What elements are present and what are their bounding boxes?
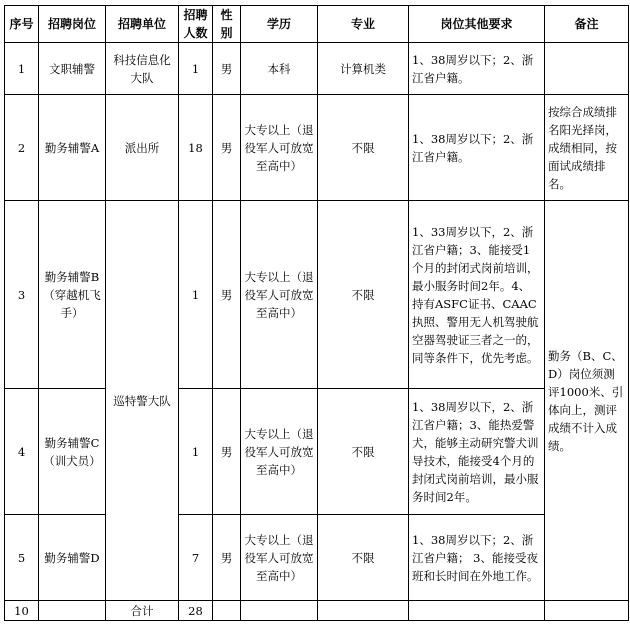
cell-gender: 男 xyxy=(213,95,241,201)
table-row xyxy=(5,389,629,515)
cell-gender: 男 xyxy=(213,201,241,389)
cell-unit: 科技信息化大队 xyxy=(106,43,179,95)
cell-major: 不限 xyxy=(318,515,409,601)
cell-count: 7 xyxy=(179,515,213,601)
cell-no: 2 xyxy=(5,95,39,201)
header-education: 学历 xyxy=(241,6,318,43)
cell-remark-ranking: 按综合成绩排名阳光择岗，成绩相同，按面试成绩排名。 xyxy=(545,95,629,201)
cell-count: 1 xyxy=(179,201,213,389)
cell-remark-empty xyxy=(545,43,629,95)
cell-post: 勤务辅警D xyxy=(39,515,106,601)
cell-empty xyxy=(545,601,629,621)
cell-empty xyxy=(241,601,318,621)
cell-major: 计算机类 xyxy=(318,43,409,95)
cell-empty xyxy=(409,601,545,621)
cell-requirements: 1、38周岁以下；2、浙江省户籍； 3、能接受夜班和长时间在外地工作。 xyxy=(409,515,545,601)
cell-count: 1 xyxy=(179,389,213,515)
cell-remark-fitness: 勤务（B、C、D）岗位须测评1000米、引体向上，测评成绩不计入成绩。 xyxy=(545,201,629,601)
header-requirements: 岗位其他要求 xyxy=(409,6,545,43)
cell-requirements: 1、38周岁以下；2、浙江省户籍。 xyxy=(409,95,545,201)
cell-unit-patrol: 巡特警大队 xyxy=(106,201,179,601)
cell-education: 大专以上（退役军人可放宽至高中） xyxy=(241,389,318,515)
cell-count: 1 xyxy=(179,43,213,95)
cell-major: 不限 xyxy=(318,389,409,515)
cell-post: 勤务辅警C（训犬员） xyxy=(39,389,106,515)
cell-requirements: 1、33周岁以下，2、浙江省户籍；3、能接受1个月的封闭式岗前培训，最小服务时间2年。4、持有ASFC证书、CAAC执照、警用无人机驾驶航空器驾驶证三者之一的，同等条件下，优先考虑。 xyxy=(409,201,545,389)
header-row xyxy=(5,6,629,43)
cell-no: 4 xyxy=(5,389,39,515)
cell-gender: 男 xyxy=(213,515,241,601)
cell-empty xyxy=(39,601,106,621)
cell-education: 大专以上（退役军人可放宽至高中） xyxy=(241,515,318,601)
cell-requirements: 1、38周岁以下，2、浙江省户籍；3、能热爱警犬，能够主动研究警犬训导技术，能接受4个月的封闭式岗前培训，最小服务时间2年。 xyxy=(409,389,545,515)
total-row xyxy=(5,601,629,621)
table-row xyxy=(5,95,629,201)
cell-empty xyxy=(318,601,409,621)
table-row xyxy=(5,43,629,95)
cell-no: 1 xyxy=(5,43,39,95)
header-unit: 招聘单位 xyxy=(106,6,179,43)
table-row xyxy=(5,201,629,389)
recruitment-table xyxy=(4,5,629,621)
header-remarks: 备注 xyxy=(545,6,629,43)
cell-total-label: 合计 xyxy=(106,601,179,621)
table-row xyxy=(5,515,629,601)
cell-unit: 派出所 xyxy=(106,95,179,201)
header-count: 招聘人数 xyxy=(179,6,213,43)
cell-gender: 男 xyxy=(213,43,241,95)
cell-empty xyxy=(213,601,241,621)
cell-post: 勤务辅警A xyxy=(39,95,106,201)
cell-education: 本科 xyxy=(241,43,318,95)
header-no: 序号 xyxy=(5,6,39,43)
cell-post: 文职辅警 xyxy=(39,43,106,95)
cell-education: 大专以上（退役军人可放宽至高中） xyxy=(241,201,318,389)
cell-gender: 男 xyxy=(213,389,241,515)
cell-major: 不限 xyxy=(318,95,409,201)
cell-no: 3 xyxy=(5,201,39,389)
cell-total-count: 28 xyxy=(179,601,213,621)
cell-major: 不限 xyxy=(318,201,409,389)
cell-requirements: 1、38周岁以下；2、浙江省户籍。 xyxy=(409,43,545,95)
cell-education: 大专以上（退役军人可放宽至高中） xyxy=(241,95,318,201)
cell-no: 5 xyxy=(5,515,39,601)
header-major: 专业 xyxy=(318,6,409,43)
cell-no: 10 xyxy=(5,601,39,621)
header-gender: 性别 xyxy=(213,6,241,43)
cell-post: 勤务辅警B（穿越机飞手） xyxy=(39,201,106,389)
header-post: 招聘岗位 xyxy=(39,6,106,43)
cell-count: 18 xyxy=(179,95,213,201)
